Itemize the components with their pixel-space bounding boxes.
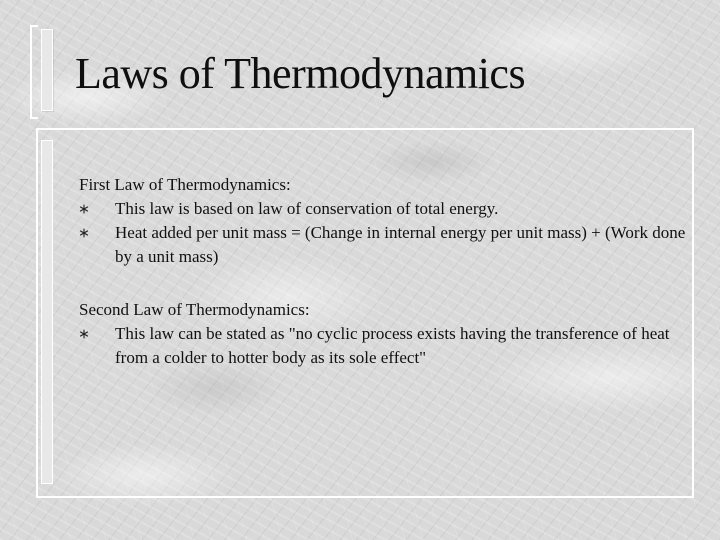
title-frame-outer-bracket [30,25,38,119]
section-heading: First Law of Thermodynamics: [79,175,291,194]
title-frame-inner-bar [41,29,53,111]
bullet-item [79,322,689,370]
section-second-law [79,298,689,370]
body-frame-inner-bar [41,140,53,484]
asterisk-bullet-icon [79,202,89,216]
slide-title: Laws of Thermodynamics [75,49,526,98]
asterisk-bullet-icon [79,226,89,240]
bullet-text: This law can be stated as "no cyclic process exists having the transference of heat from a colder to hotter body as its sole effect" [115,324,670,367]
section-heading: Second Law of Thermodynamics: [79,300,310,319]
bullet-item [79,197,689,221]
slide-content [79,173,689,370]
bullet-text: This law is based on law of conservation of total energy. [115,199,499,218]
bullet-item [79,221,689,269]
section-first-law [79,173,689,269]
asterisk-bullet-icon [79,327,89,341]
bullet-text: Heat added per unit mass = (Change in internal energy per unit mass) + (Work done by a unit mass) [115,223,686,266]
